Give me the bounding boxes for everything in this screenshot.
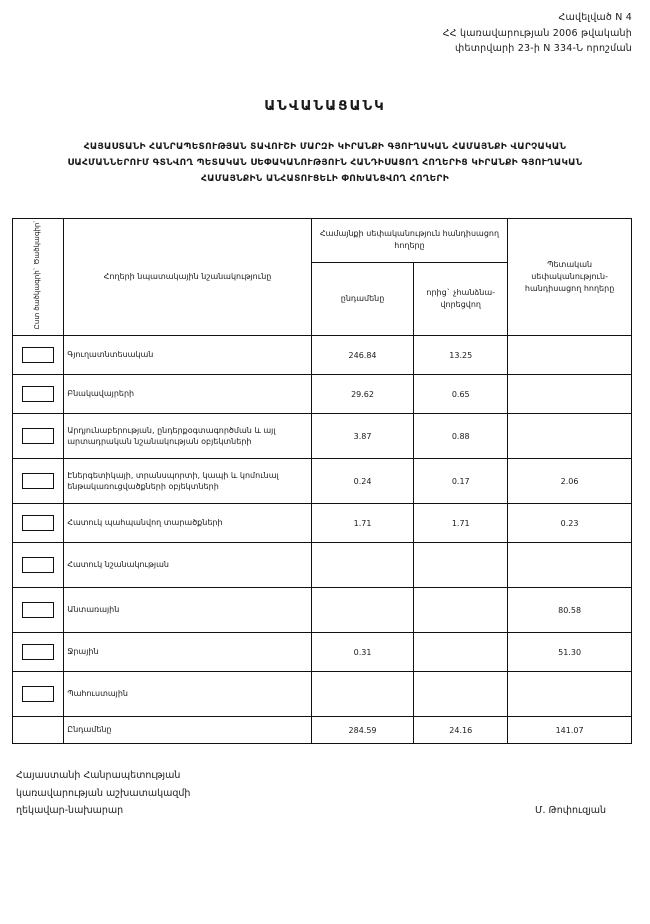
row-code-cell xyxy=(13,588,64,633)
row-code-cell xyxy=(13,672,64,717)
code-box xyxy=(22,347,54,363)
page-subtitle: ՀԱՅԱՍՏԱՆԻ ՀԱՆՐԱՊԵՏՈՒԹՅԱՆ ՏԱՎՈՒՇԻ ՄԱՐԶԻ ԿԻՐԱՆՔԻ ԳՅՈՒՂԱԿԱՆ ՀԱՄԱՅՆՔԻ ՎԱՐՉԱԿԱՆ ՍԱՀՄԱՆՆԵՐՈՒՄ ԳՏՆՎՈՂ ՊԵՏԱԿԱՆ ՍԵՓԱԿԱՆՈՒԹՅՈՒՆ ՀԱՆԴԻՍԱՑՈՂ ՀՈՂԵՐԻՑ ԿԻՐԱՆՔԻ ԳՅՈՒՂԱԿԱՆ ՀԱՄԱՅՆՔԻՆ ԱՆՀԱՏՈՒՑԵԼԻ ՓՈԽԱՆՑՎՈՂ ՀՈՂԵՐԻ xyxy=(67,142,583,184)
total-nonassigned-cell: 24.16 xyxy=(414,717,508,744)
row-name-cell: Բնակավայրերի xyxy=(64,375,312,414)
row-total-cell xyxy=(311,588,413,633)
code-box xyxy=(22,473,54,489)
row-code-cell xyxy=(13,414,64,459)
table-row xyxy=(13,414,632,459)
footer-line-3: ղեկավար-նախարար xyxy=(16,805,124,817)
row-nonassigned-cell: 0.17 xyxy=(414,459,508,504)
land-allocation-table xyxy=(12,218,632,744)
table-row xyxy=(13,336,632,375)
document-reference-header xyxy=(443,10,632,57)
row-nonassigned-cell: 0.65 xyxy=(414,375,508,414)
row-nonassigned-cell xyxy=(414,543,508,588)
row-total-cell xyxy=(311,543,413,588)
code-box xyxy=(22,644,54,660)
row-name-cell: Ջրային xyxy=(64,633,312,672)
table-row xyxy=(13,459,632,504)
row-code-cell xyxy=(13,633,64,672)
row-code-cell xyxy=(13,459,64,504)
row-nonassigned-cell xyxy=(414,672,508,717)
code-box xyxy=(22,515,54,531)
row-code-cell xyxy=(13,543,64,588)
header-line-2: ՀՀ կառավարության 2006 թվականի xyxy=(442,27,632,39)
code-box xyxy=(22,557,54,573)
row-total-cell: 29.62 xyxy=(311,375,413,414)
row-nonassigned-cell xyxy=(414,633,508,672)
header-code-column xyxy=(13,219,64,336)
row-name-cell: Արդյունաբերության, ընդերքօգտագործման և այլ արտադրական նշանակության օբյեկտների xyxy=(64,414,312,459)
table-row xyxy=(13,543,632,588)
row-total-cell: 246.84 xyxy=(311,336,413,375)
row-state-cell xyxy=(508,672,632,717)
row-state-cell: 2.06 xyxy=(508,459,632,504)
footer-line-1: Հայաստանի Հանրապետության xyxy=(16,770,181,782)
header-code-label: Ըստ ծածկագրի` Ծածկագիր՝ xyxy=(33,221,42,330)
code-box xyxy=(22,602,54,618)
row-state-cell: 51.30 xyxy=(508,633,632,672)
table-row xyxy=(13,633,632,672)
row-total-cell: 0.31 xyxy=(311,633,413,672)
footer-line-2: կառավարության աշխատակազմի xyxy=(16,787,191,799)
row-state-cell xyxy=(508,375,632,414)
row-total-cell: 0.24 xyxy=(311,459,413,504)
row-name-cell: Գյուղատնտեսական xyxy=(64,336,312,375)
header-community-group: Համայնքի սեփականություն հանդիսացող հողերը xyxy=(311,219,507,263)
total-code-cell xyxy=(13,717,64,744)
code-box xyxy=(22,386,54,402)
total-total-cell: 284.59 xyxy=(311,717,413,744)
table-header-row-1 xyxy=(13,219,632,263)
total-state-cell: 141.07 xyxy=(508,717,632,744)
row-name-cell: Հատուկ պահպանվող տարածքների xyxy=(64,504,312,543)
row-code-cell xyxy=(13,375,64,414)
row-code-cell xyxy=(13,504,64,543)
row-nonassigned-cell xyxy=(414,588,508,633)
table-total-row xyxy=(13,717,632,744)
row-state-cell: 0.23 xyxy=(508,504,632,543)
row-code-cell xyxy=(13,336,64,375)
table-body xyxy=(13,336,632,744)
row-state-cell xyxy=(508,336,632,375)
row-state-cell xyxy=(508,414,632,459)
row-name-cell: Անտառային xyxy=(64,588,312,633)
row-state-cell xyxy=(508,543,632,588)
row-total-cell xyxy=(311,672,413,717)
header-nonassigned-column: որից` չհանձնա-վորեցվող xyxy=(414,262,508,335)
row-total-cell: 1.71 xyxy=(311,504,413,543)
row-name-cell: Հատուկ նշանակության xyxy=(64,543,312,588)
signatory-name: Մ. Թոփուզյան xyxy=(534,805,606,817)
total-label-cell: Ընդամենը xyxy=(64,717,312,744)
header-purpose-column: Հողերի նպատակային նշանակությունը xyxy=(64,219,312,336)
row-nonassigned-cell: 13.25 xyxy=(414,336,508,375)
code-box xyxy=(22,428,54,444)
page-title: ԱՆՎԱՆԱՑԱՆԿ xyxy=(264,98,386,114)
land-allocation-table-wrap xyxy=(12,218,632,744)
row-name-cell: Էներգետիկայի, տրանսպորտի, կապի և կոմունալ ենթակառուցվածքների օբյեկտների xyxy=(64,459,312,504)
table-row xyxy=(13,504,632,543)
row-nonassigned-cell: 0.88 xyxy=(414,414,508,459)
header-line-1: Հավելված N 4 xyxy=(558,12,632,23)
table-row xyxy=(13,672,632,717)
row-name-cell: Պահուստային xyxy=(64,672,312,717)
table-row xyxy=(13,588,632,633)
header-line-3: փետրվարի 23-ի N 334-Ն որոշման xyxy=(455,43,632,55)
row-nonassigned-cell: 1.71 xyxy=(414,504,508,543)
header-total-column: ընդամենը xyxy=(311,262,413,335)
signature-block xyxy=(16,767,634,820)
table-row xyxy=(13,375,632,414)
header-state-column: Պետական սեփականություն-հանդիսացող հողերը xyxy=(508,219,632,336)
row-total-cell: 3.87 xyxy=(311,414,413,459)
row-state-cell: 80.58 xyxy=(508,588,632,633)
code-box xyxy=(22,686,54,702)
